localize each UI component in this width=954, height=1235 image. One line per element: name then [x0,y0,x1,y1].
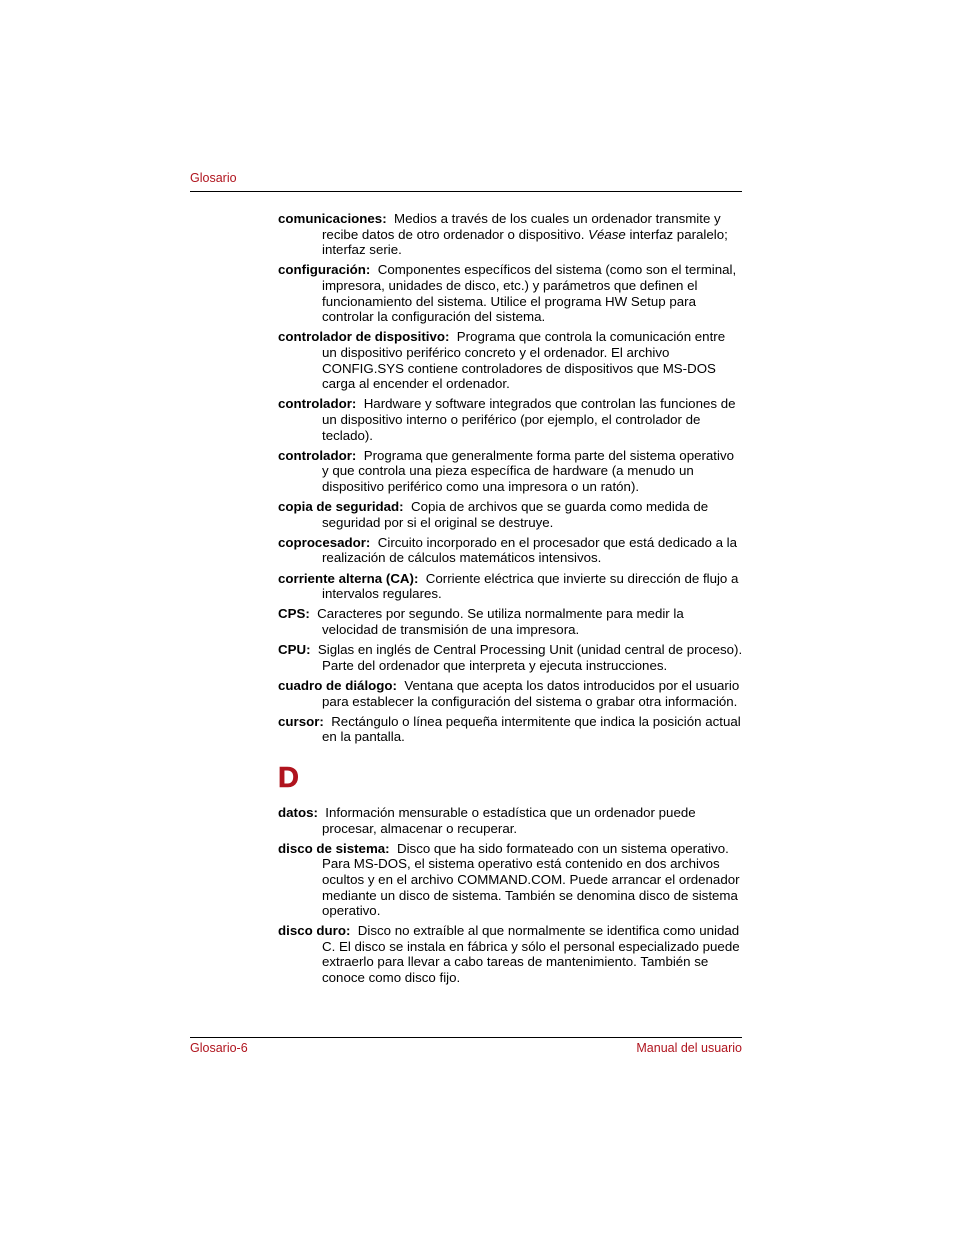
glossary-term: CPU: [278,642,311,658]
glossary-term: corriente alterna (CA): [278,570,419,586]
glossary-entry [278,262,743,324]
glossary-definition: Caracteres por segundo. Se utiliza normalmente para medir la velocidad de transmisión de una impresora. [317,606,684,637]
glossary-definition: Siglas en inglés de Central Processing Unit (unidad central de proceso). Parte del ordenador que interpreta y ejecuta instrucciones. [317,642,743,673]
glossary-term: controlador: [278,447,357,463]
glossary-term: configuración: [278,262,371,278]
glossary-term: controlador: [278,396,357,412]
glossary-entry [278,606,743,637]
header-divider [190,191,742,192]
glossary-entry [278,499,743,530]
glossary-term: disco de sistema: [278,840,390,856]
glossary-definition: Información mensurable o estadística que un ordenador puede procesar, almacenar o recuperar. [322,804,696,836]
section-letter-heading: D [278,761,299,794]
glossary-term: disco duro: [278,923,351,939]
page-number: Glosario-6 [190,1041,248,1055]
glossary-definition: Circuito incorporado en el procesador que está dedicado a la realización de cálculos matemáticos intensivos. [322,534,738,566]
glossary-definition: Componentes específicos del sistema (como son el terminal, impresora, unidades de disco, etc.) y parámetros que definen el funcionamiento del sistema. Utilice el programa HW Setup para controlar la configuración del sistema. [322,262,737,325]
glossary-term: datos: [278,804,318,820]
glossary-definition: Hardware y software integrados que controlan las funciones de un dispositivo interno o periférico (por ejemplo, el controlador de teclado). [322,396,736,443]
glossary-entry [278,571,743,602]
manual-title: Manual del usuario [636,1041,742,1055]
glossary-term: comunicaciones: [278,211,387,226]
glossary-definition: Programa que controla la comunicación entre un dispositivo periférico concreto y el ordenador. El archivo CONFIG.SYS contiene controladores de dispositivos que MS-DOS carga al encender el ordenador. [322,329,726,392]
glossary-body [278,211,743,990]
glossary-entry [278,211,743,258]
glossary-entry [278,678,743,709]
glossary-term: cursor: [278,713,324,729]
glossary-entry [278,396,743,443]
glossary-term: cuadro de diálogo: [278,677,397,693]
glossary-definition: Corriente eléctrica que invierte su dirección de flujo a intervalos regulares. [322,570,739,602]
glossary-entry [278,923,743,985]
glossary-definition: interfaz paralelo; interfaz serie. [322,226,728,258]
glossary-term: controlador de dispositivo: [278,329,450,345]
glossary-entry [278,642,743,673]
glossary-entry [278,329,743,391]
glossary-term: copia de seguridad: [278,499,404,515]
glossary-definition: Disco que ha sido formateado con un sistema operativo. Para MS-DOS, el sistema operativo está contenido en dos archivos ocultos y en el archivo COMMAND.COM. Puede arrancar el ordenador mediante un disco de sistema. También se denomina disco de sistema operativo. [322,840,740,919]
glossary-definition: Copia de archivos que se guarda como medida de seguridad por si el original se destruye. [322,499,709,530]
glossary-entry [278,841,743,919]
glossary-entry [278,714,743,745]
glossary-definition: Disco no extraíble al que normalmente se identifica como unidad C. El disco se instala en fábrica y sólo el personal especializado puede extraerlo para llevar a cabo tareas de mantenimiento. También se conoce como disco fijo. [322,923,740,986]
glossary-entry [278,805,743,836]
running-header: Glosario [190,171,237,185]
footer-divider [190,1037,742,1038]
glossary-definition: Programa que generalmente forma parte del sistema operativo y que controla una pieza específica de hardware (a menudo un dispositivo periférico como una impresora o un ratón). [322,447,734,494]
glossary-entry [278,448,743,495]
glossary-term: coprocesador: [278,534,371,550]
cross-reference: Véase [588,226,626,242]
glossary-term: CPS: [278,606,310,622]
glossary-definition: Rectángulo o línea pequeña intermitente que indica la posición actual en la pantalla. [322,713,741,745]
glossary-entry [278,535,743,566]
glossary-definition: Ventana que acepta los datos introducidos por el usuario para establecer la configuración del sistema o grabar otra información. [322,677,740,709]
glossary-definition: Medios a través de los cuales un ordenador transmite y recibe datos de otro ordenador o dispositivo. [322,211,721,242]
